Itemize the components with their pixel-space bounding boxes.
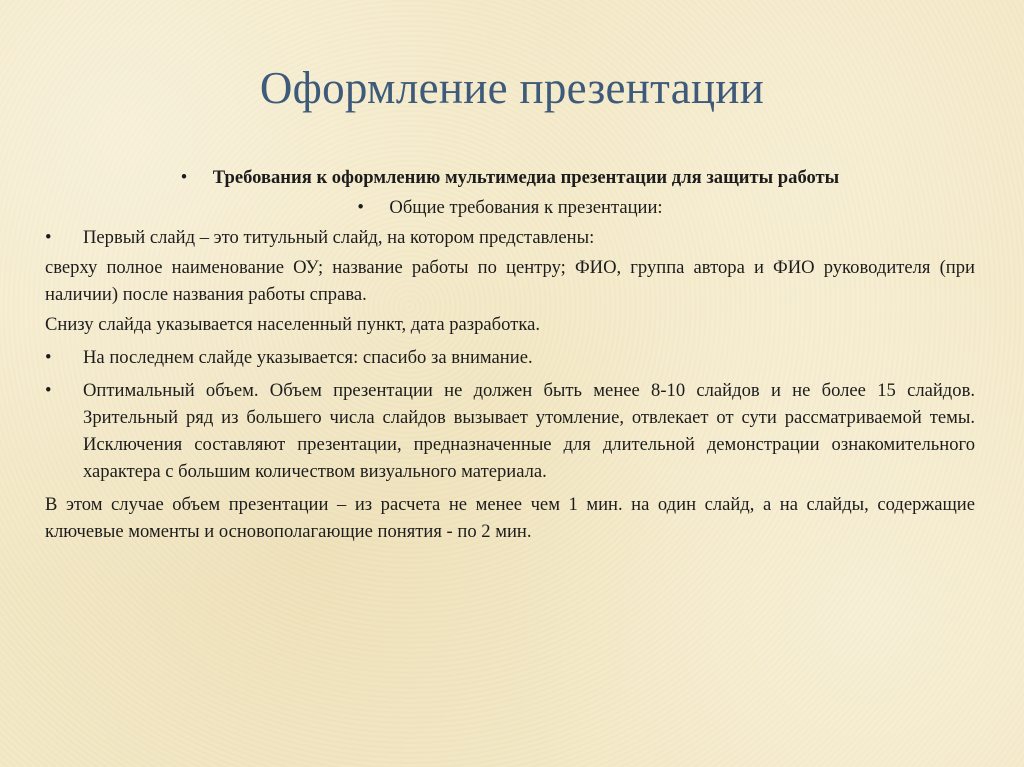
slide-title: Оформление презентации	[259, 63, 765, 113]
paragraph: Снизу слайда указывается населенный пункт, дата разработка.	[45, 314, 540, 335]
bullet-icon: •	[45, 227, 52, 248]
heading-text: Требования к оформлению мультимедиа презентации для защиты работы	[212, 167, 840, 188]
bullet-icon: •	[357, 197, 364, 218]
paragraph: В этом случае объем презентации – из расчета не менее чем 1 мин. на один слайд, а на слайды, содержащие ключевые моменты и основополагающие понятия - по 2 мин.	[45, 494, 975, 542]
list-item	[45, 224, 975, 251]
subheading-row	[45, 194, 975, 221]
list-item-text: На последнем слайде указывается: спасибо за внимание.	[83, 347, 533, 368]
slide-content	[45, 164, 975, 548]
list-item	[45, 377, 975, 485]
bullet-icon: •	[180, 167, 188, 188]
paragraph: сверху полное наименование ОУ; название работы по центру; ФИО, группа автора и ФИО руководителя (при наличии) после названия работы справа.	[45, 257, 975, 305]
list-item-text: Оптимальный объем. Объем презентации не должен быть менее 8-10 слайдов и не более 15 слайдов. Зрительный ряд из большего числа слайдов вызывает утомление, отвлекает от сути рассматриваемой темы. Исключения составляют презентации, предназначенные для длительной демонстрации ознакомительного характера с большим количеством визуального материала.	[83, 380, 975, 482]
list-item-text: Первый слайд – это титульный слайд, на котором представлены:	[83, 227, 595, 248]
list-item	[45, 344, 975, 371]
bullet-icon: •	[45, 380, 52, 401]
subheading-text: Общие требования к презентации:	[389, 197, 663, 218]
bullet-icon: •	[45, 347, 52, 368]
heading-row	[45, 164, 975, 191]
